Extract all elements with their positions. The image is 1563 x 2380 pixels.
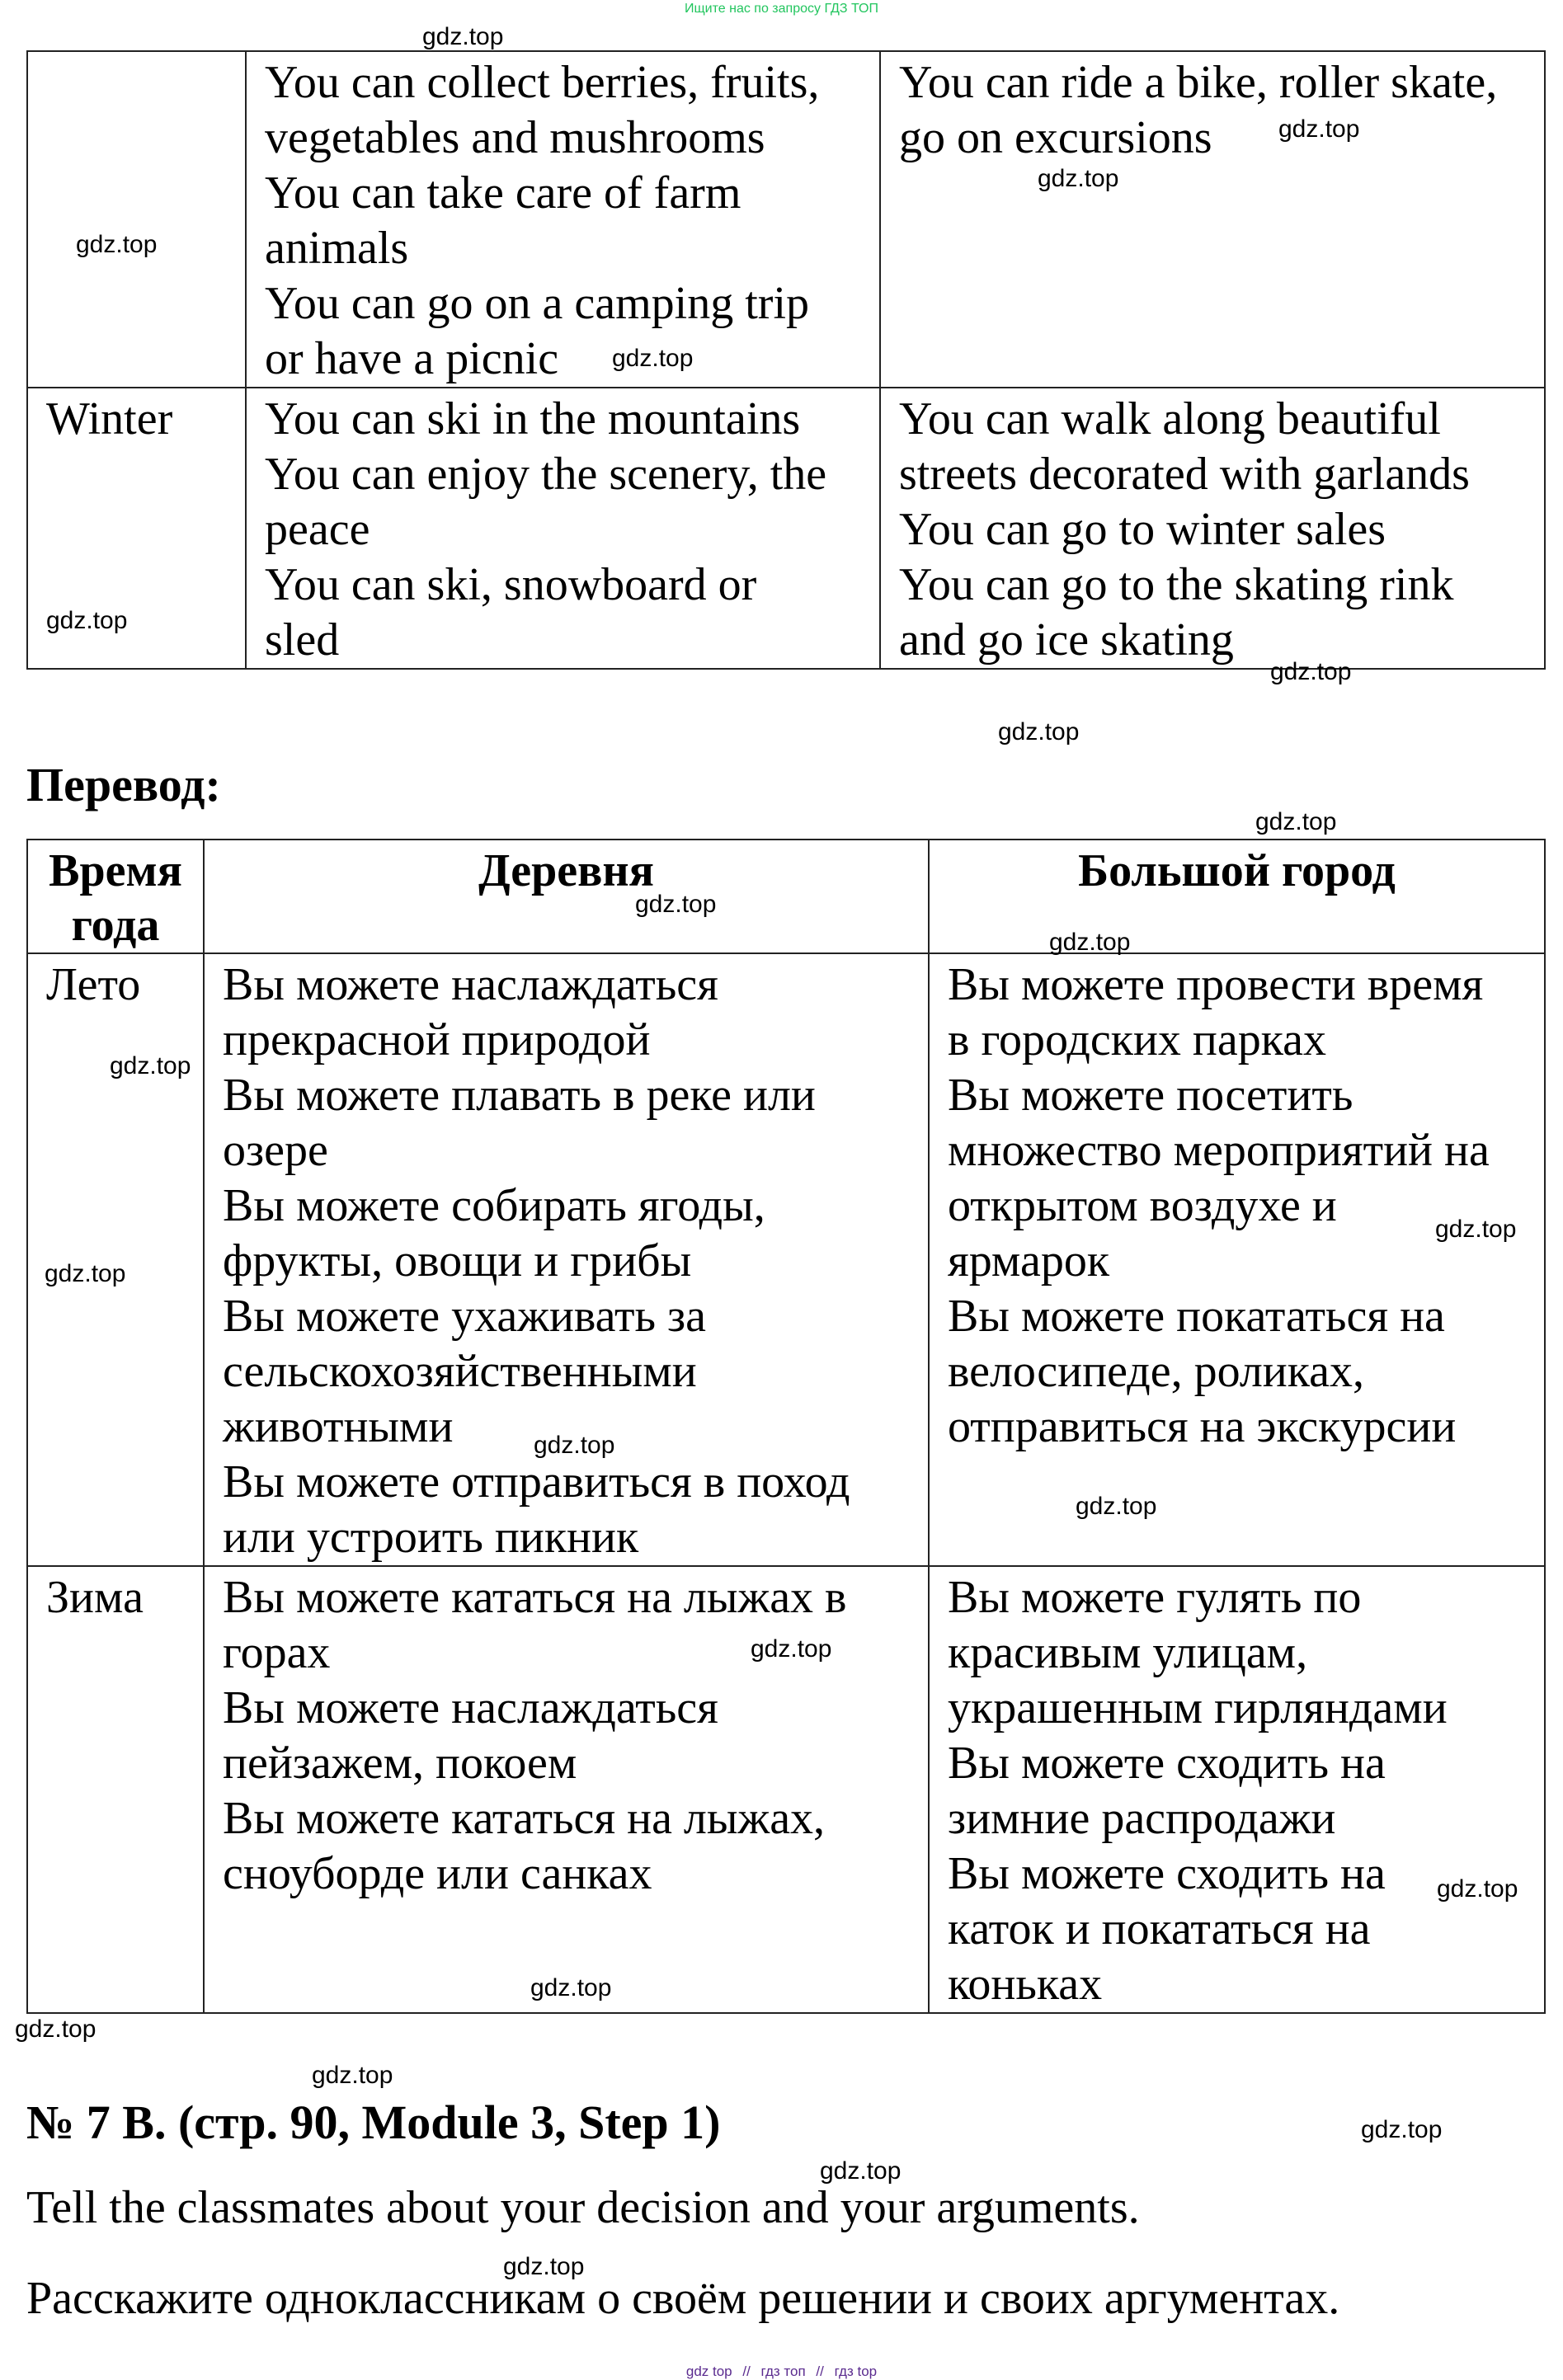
cell-line: and go ice skating <box>899 614 1234 666</box>
village-cell <box>246 388 880 669</box>
watermark: gdz.top <box>45 1260 126 1287</box>
season-cell <box>27 51 246 388</box>
watermark: gdz.top <box>1361 2116 1443 2143</box>
watermark: gdz.top <box>1435 1216 1517 1243</box>
cell-line: открытом воздухе и <box>948 1180 1337 1231</box>
watermark: gdz.top <box>46 607 128 634</box>
footer-separator: // <box>742 2364 751 2379</box>
city-cell <box>880 51 1545 388</box>
watermark: gdz.top <box>15 2015 97 2043</box>
footer-link[interactable]: гдз топ <box>760 2364 806 2379</box>
footer-separator: // <box>816 2364 824 2379</box>
cell-line: You can go to the skating rink <box>899 559 1454 610</box>
watermark: gdz.top <box>612 345 694 372</box>
cell-line: Вы можете сходить на <box>948 1738 1386 1789</box>
cell-line: Вы можете посетить <box>948 1070 1354 1121</box>
watermark: gdz.top <box>751 1635 832 1663</box>
city-cell <box>929 1566 1545 2013</box>
watermark: gdz.top <box>1270 658 1352 685</box>
cell-line: прекрасной природой <box>223 1014 651 1065</box>
top-banner[interactable]: Ищите нас по запросу ГДЗ ТОП <box>685 2 878 16</box>
cell-line: You can enjoy the scenery, the <box>265 449 827 500</box>
watermark: gdz.top <box>1076 1493 1157 1520</box>
translation-heading: Перевод: <box>26 758 221 811</box>
cell-line: Вы можете гулять по <box>948 1572 1362 1623</box>
cell-line: vegetables and mushrooms <box>265 112 765 163</box>
footer-links <box>0 2364 1563 2380</box>
cell-line: каток и покататься на <box>948 1903 1371 1954</box>
season-cell: Winter <box>27 388 246 669</box>
cell-line: Вы можете собирать ягоды, <box>223 1180 765 1231</box>
watermark: gdz.top <box>534 1432 615 1459</box>
watermark: gdz.top <box>312 2062 393 2089</box>
city-cell <box>880 388 1545 669</box>
cell-line: отправиться на экскурсии <box>948 1401 1457 1452</box>
exercise-task-english: Tell the classmates about your decision and your arguments. <box>26 2182 1140 2233</box>
watermark: gdz.top <box>820 2157 902 2185</box>
season-cell: Лето <box>27 953 204 1566</box>
cell-line: велосипеде, роликах, <box>948 1346 1364 1397</box>
cell-line: Вы можете провести время <box>948 959 1484 1010</box>
watermark: gdz.top <box>110 1052 191 1079</box>
cell-line: streets decorated with garlands <box>899 449 1470 500</box>
cell-line: красивым улицам, <box>948 1627 1308 1678</box>
activities-table-english <box>26 50 1546 670</box>
cell-line: украшенным гирляндами <box>948 1682 1448 1733</box>
footer-link[interactable]: гдз top <box>834 2364 878 2379</box>
watermark: gdz.top <box>1278 115 1360 143</box>
cell-line: go on excursions <box>899 112 1212 163</box>
cell-line: Вы можете покататься на <box>948 1291 1445 1342</box>
column-header-village: Деревня <box>204 840 929 953</box>
cell-line: Вы можете отправиться в поход <box>223 1456 850 1507</box>
cell-line: animals <box>265 223 409 274</box>
cell-line: пейзажем, покоем <box>223 1738 577 1789</box>
cell-line: You can ride a bike, roller skate, <box>899 57 1498 108</box>
column-header-season: Время года <box>27 840 204 953</box>
cell-line: Вы можете наслаждаться <box>223 1682 718 1733</box>
activities-table-russian <box>26 839 1546 2014</box>
cell-line: Вы можете кататься на лыжах, <box>223 1793 826 1844</box>
cell-line: sled <box>265 614 340 666</box>
footer-link[interactable]: gdz top <box>685 2364 732 2379</box>
exercise-title: № 7 B. (стр. 90, Module 3, Step 1) <box>26 2095 721 2149</box>
watermark: gdz.top <box>503 2253 585 2280</box>
cell-line: You can go on a camping trip <box>265 278 809 329</box>
column-header-city: Большой город <box>929 840 1545 953</box>
cell-line: множество мероприятий на <box>948 1125 1490 1176</box>
cell-line: фрукты, овощи и грибы <box>223 1235 692 1286</box>
watermark: gdz.top <box>635 891 717 918</box>
cell-line: зимние распродажи <box>948 1793 1336 1844</box>
watermark: gdz.top <box>1038 165 1119 192</box>
table-row <box>27 51 1545 388</box>
cell-line: You can collect berries, fruits, <box>265 57 820 108</box>
cell-line: озере <box>223 1125 328 1176</box>
watermark: gdz.top <box>76 231 158 258</box>
cell-line: You can walk along beautiful <box>899 393 1441 444</box>
season-cell: Зима <box>27 1566 204 2013</box>
village-cell <box>204 1566 929 2013</box>
cell-line: сноуборде или санках <box>223 1848 652 1899</box>
cell-line: Вы можете наслаждаться <box>223 959 718 1010</box>
watermark: gdz.top <box>1049 929 1131 956</box>
cell-line: ярмарок <box>948 1235 1110 1286</box>
cell-line: сельскохозяйственными <box>223 1346 697 1397</box>
cell-line: или устроить пикник <box>223 1512 639 1563</box>
village-cell <box>246 51 880 388</box>
cell-line: коньках <box>948 1959 1103 2010</box>
watermark: gdz.top <box>530 1974 612 2001</box>
cell-line: в городских парках <box>948 1014 1326 1065</box>
exercise-task-russian: Расскажите одноклассникам о своём решении и своих аргументах. <box>26 2273 1340 2324</box>
table-row <box>27 953 1545 1566</box>
village-cell <box>204 953 929 1566</box>
table-header-row <box>27 840 1545 953</box>
cell-line: or have a picnic <box>265 333 559 384</box>
cell-line: peace <box>265 504 370 555</box>
cell-line: горах <box>223 1627 331 1678</box>
table-row <box>27 1566 1545 2013</box>
table-row <box>27 388 1545 669</box>
cell-line: You can take care of farm <box>265 167 741 219</box>
cell-line: You can ski in the mountains <box>265 393 801 444</box>
cell-line: Вы можете плавать в реке или <box>223 1070 816 1121</box>
cell-line: Вы можете сходить на <box>948 1848 1386 1899</box>
cell-line: You can ski, snowboard or <box>265 559 757 610</box>
cell-line: Вы можете ухаживать за <box>223 1291 707 1342</box>
watermark: gdz.top <box>422 23 504 50</box>
city-cell <box>929 953 1545 1566</box>
watermark: gdz.top <box>1255 808 1337 835</box>
cell-line: You can go to winter sales <box>899 504 1386 555</box>
cell-line: животными <box>223 1401 454 1452</box>
watermark: gdz.top <box>998 718 1080 746</box>
watermark: gdz.top <box>1437 1875 1518 1903</box>
cell-line: Вы можете кататься на лыжах в <box>223 1572 847 1623</box>
